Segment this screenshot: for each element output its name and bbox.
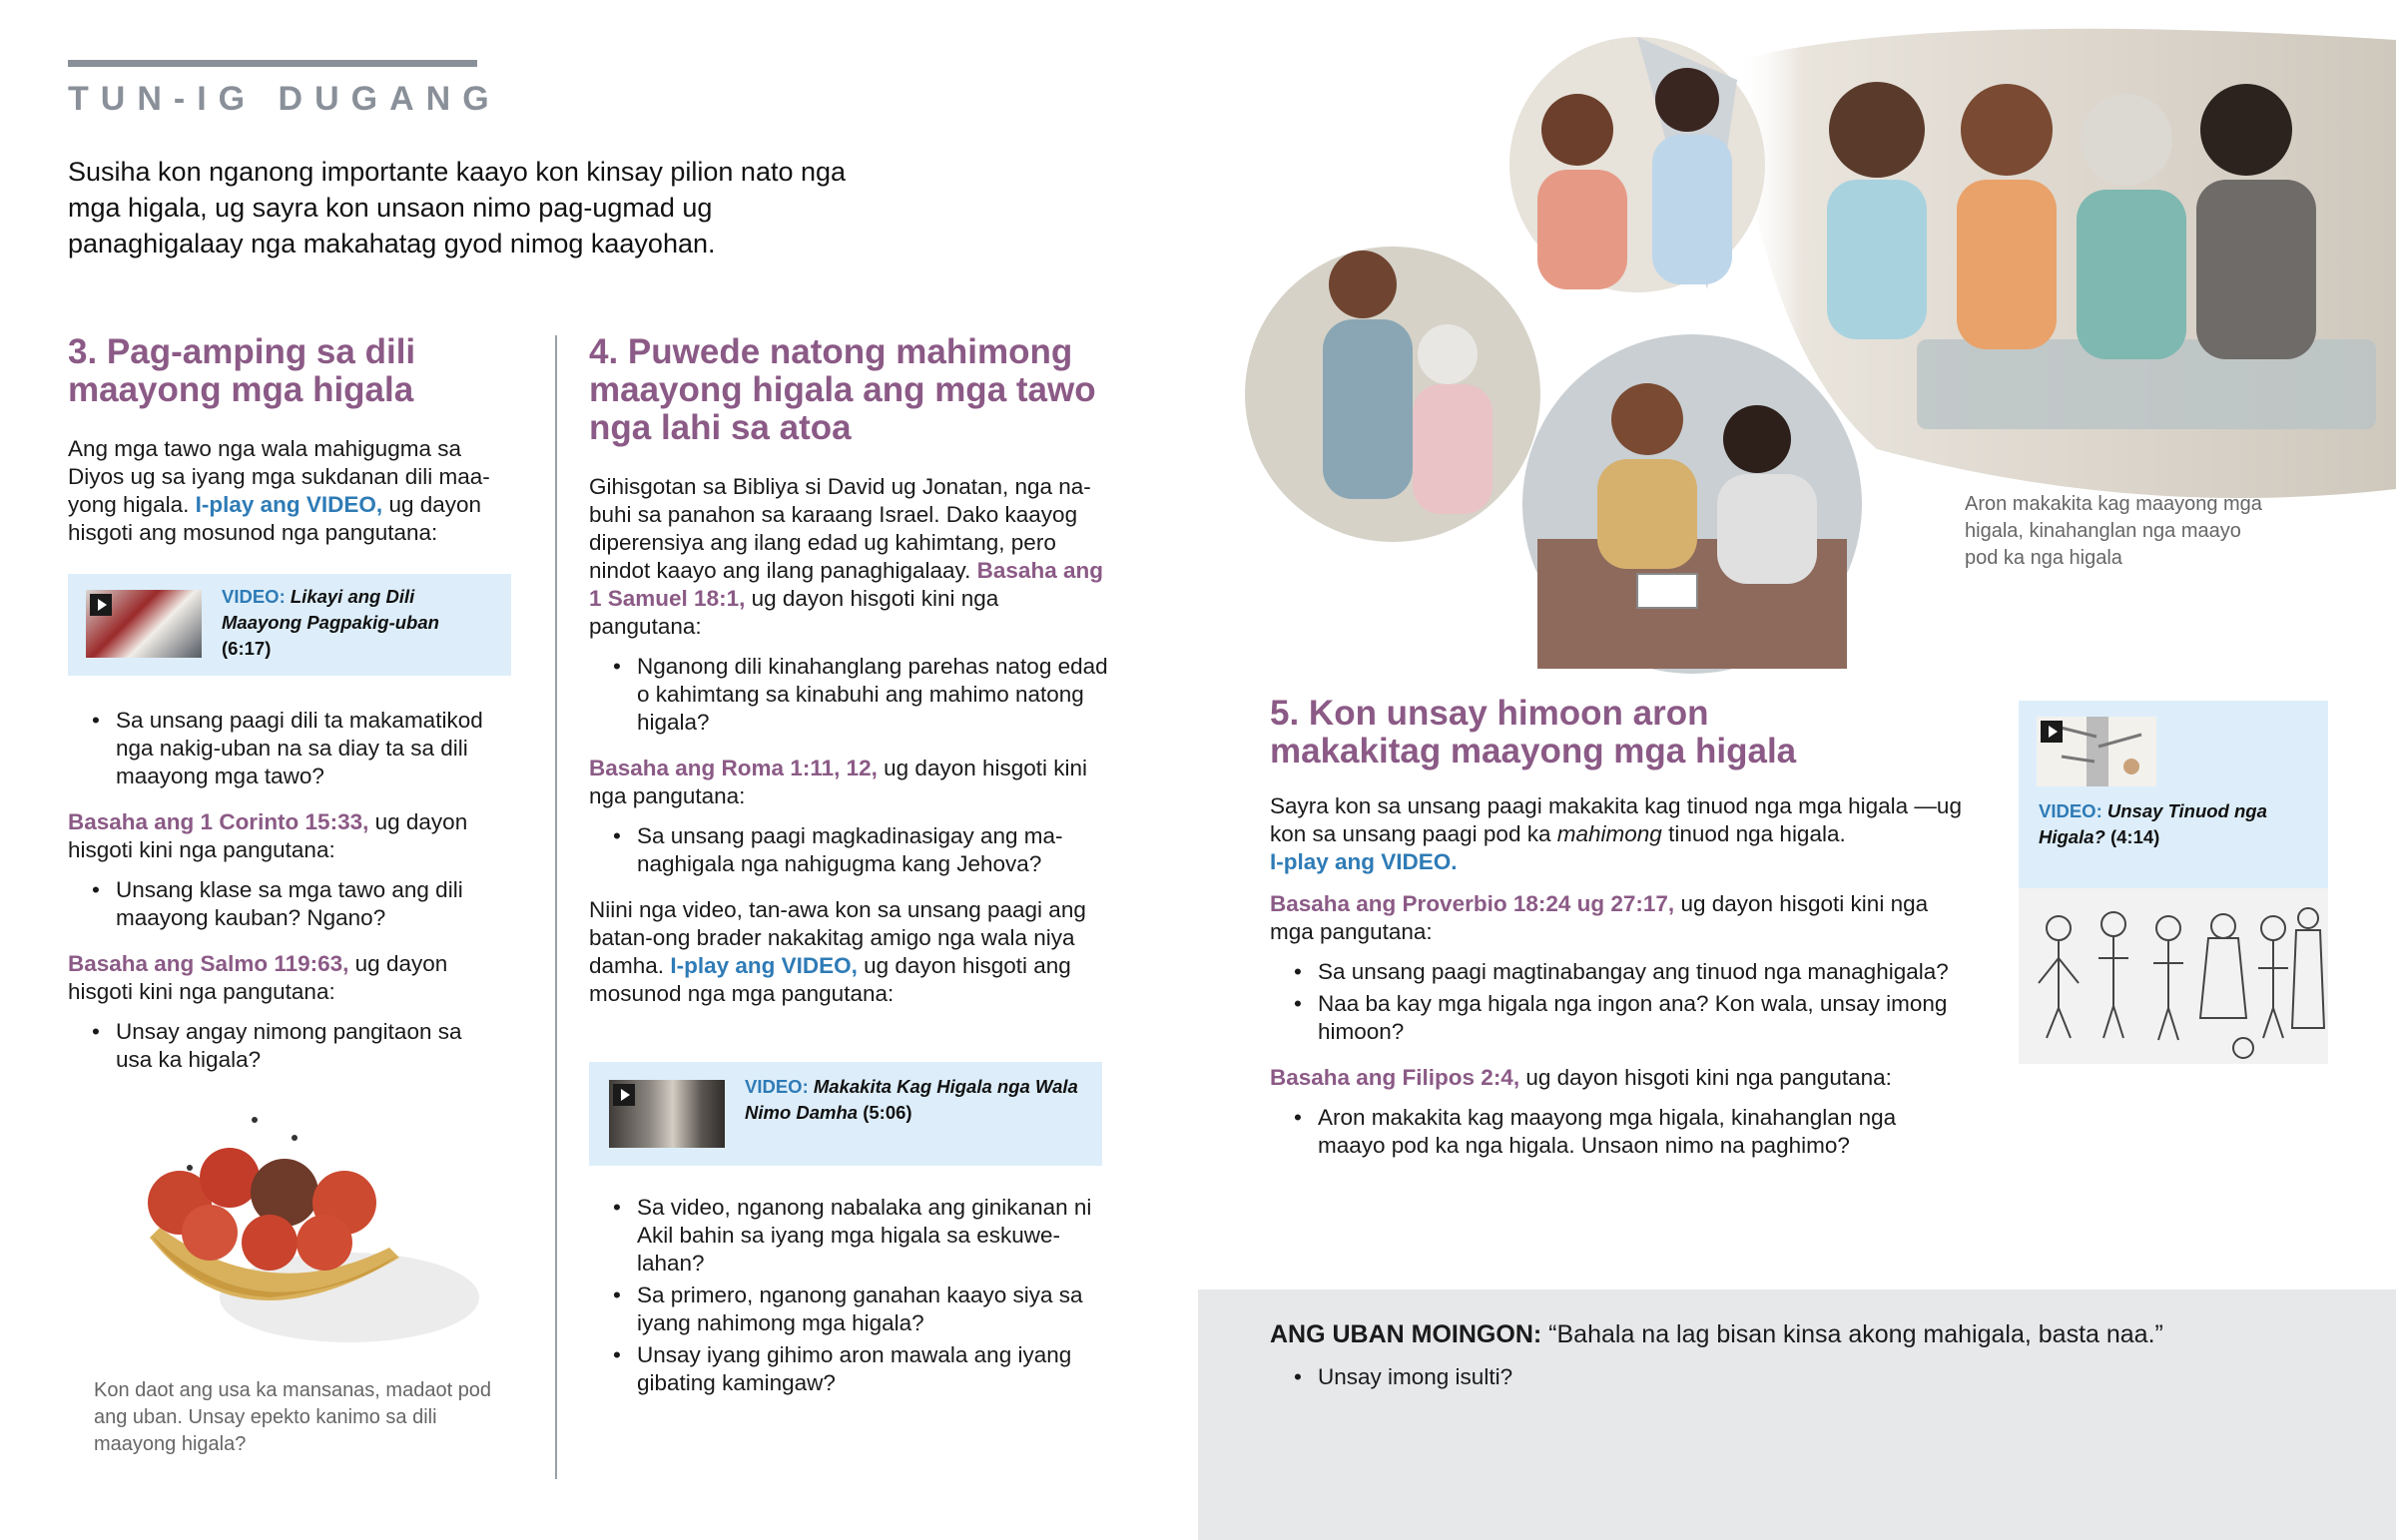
- section-3-text-tail: ug dayon hisgoti ang mosunod nga pangutana:: [68, 492, 482, 545]
- play-icon: [613, 1084, 635, 1106]
- question-bullet: • Unsay iyang gihimo aron mawala ang iyang gibating kamingaw?: [589, 1341, 1108, 1397]
- scripture-prompt-tail: ug dayon hisgoti kini nga pangutana:: [1525, 1065, 1892, 1090]
- section-3-paragraph: [68, 435, 507, 547]
- video-card-makakita[interactable]: [589, 1062, 1102, 1166]
- question-bullet: • Sa unsang paagi dili ta makamatikod nga nakig-uban na sa diay ta sa dili maayong mga tawo?: [68, 707, 507, 790]
- video-duration: (6:17): [222, 638, 272, 659]
- scripture-ref[interactable]: Basaha ang 1 Samuel 18:1,: [589, 558, 1103, 611]
- scripture-prompt: [589, 755, 1108, 810]
- question-bullet: • Unsay angay nimong pangitaon sa usa ka higala?: [68, 1018, 467, 1074]
- video-card-likayi[interactable]: [68, 574, 511, 676]
- video-thumbnail[interactable]: [86, 590, 202, 658]
- play-video-link[interactable]: I-play ang VIDEO,: [670, 953, 858, 978]
- scripture-prompt-tail: ug dayon hisgoti kini nga mga pangutana:: [1270, 891, 1929, 944]
- video-duration: (5:06): [863, 1102, 912, 1123]
- question-bullet: • Sa unsang paagi magkadinasigay ang ma-naghigala nga nahigugma kang Jehova?: [589, 822, 1108, 878]
- section-4-questions: [589, 1194, 1108, 1397]
- question-bullet: • Sa primero, nganong ganahan kaayo siya sa iyang nahimong mga higala?: [589, 1282, 1108, 1337]
- play-video-link[interactable]: I-play ang VIDEO.: [1270, 849, 1458, 874]
- others-say: [1270, 1315, 2368, 1353]
- section-3-heading: 3. Pag-amping sa dili maayong mga higala: [68, 332, 416, 409]
- section-4-text-2: Niini nga video, tan-awa kon sa unsang paagi ang batan-ong brader nakakitag amigo nga wala niya damha.: [589, 897, 1086, 978]
- scripture-ref[interactable]: Basaha ang Salmo 119:63,: [68, 951, 349, 976]
- scripture-prompt: [68, 950, 507, 1006]
- scripture-prompt-tail: ug dayon hisgoti kini nga pangutana:: [589, 586, 999, 639]
- video-title: Likayi ang Dili Maayong Pagpakig-uban: [222, 586, 439, 633]
- section-5-paragraph: [1270, 792, 1969, 876]
- video-thumbnail[interactable]: [2037, 717, 2156, 786]
- question-bullet: • Unsang klase sa mga tawo ang dili maayong kauban? Ngano?: [68, 876, 507, 932]
- question-bullet: • Nganong dili kinahanglang parehas natog edad o kahimtang sa kinabuhi ang mahimo natong higala?: [589, 653, 1108, 737]
- play-icon: [90, 594, 112, 616]
- video-card-tinuod[interactable]: [2019, 701, 2328, 888]
- question-bullet: • Naa ba kay mga higala nga ingon ana? Kon wala, unsay imong himoon?: [1270, 990, 1969, 1046]
- section-5-heading: 5. Kon unsay himoon aron makakitag maayong mga higala: [1270, 694, 1797, 770]
- scripture-ref[interactable]: Basaha ang 1 Corinto 15:33,: [68, 809, 369, 834]
- play-icon: [2041, 721, 2063, 743]
- question-bullet: • Aron makakita kag maayong mga higala, kinahanglan nga maayo pod ka nga higala. Unsaon nimo na paghimo?: [1270, 1104, 1969, 1160]
- section-4-paragraph: [589, 473, 1108, 641]
- question-bullet: • Sa video, nganong nabalaka ang ginikanan ni Akil bahin sa iyang mga higala sa eskuwe-lahan?: [589, 1194, 1108, 1278]
- video-label: VIDEO:: [745, 1076, 809, 1097]
- section-3-questions: [68, 707, 507, 1074]
- section-4-text: Gihisgotan sa Bibliya si David ug Jonatan, nga na-buhi sa panahon sa karaang Israel. Dako kaayog diperensiya ang ilang edad ug kahimtang, pero nindot kaayo ang ilang panaghigalaay.: [589, 474, 1091, 583]
- section-5: [1270, 695, 1969, 1160]
- scripture-prompt-tail: ug dayon hisgoti kini nga pangutana:: [589, 756, 1088, 808]
- section-5-text-b: tinuod nga higala.: [1668, 821, 1846, 846]
- scripture-prompt: [1270, 1064, 1969, 1092]
- question-bullet: • Sa unsang paagi magtinabangay ang tinuod nga managhigala?: [1270, 958, 1969, 986]
- video-duration: (4:14): [2109, 826, 2160, 847]
- photo-caption: Aron makakita kag maayong mga higala, kinahanglan nga maayo pod ka nga higala: [1965, 493, 2262, 569]
- friends-photo-collage: [1238, 20, 2396, 679]
- scripture-prompt: [1270, 890, 1969, 946]
- scripture-prompt: [68, 808, 507, 864]
- video-caption: [222, 584, 481, 662]
- people-sketch-illustration: [2019, 888, 2328, 1064]
- scripture-ref[interactable]: Basaha ang Filipos 2:4,: [1270, 1065, 1520, 1090]
- video-label: VIDEO:: [2039, 800, 2102, 821]
- others-say-label: ANG UBAN MOINGON:: [1270, 1320, 1542, 1348]
- header-rule: [68, 60, 477, 67]
- section-4-text-2-tail: ug dayon hisgoti ang mosunod nga mga pangutana:: [589, 953, 1071, 1006]
- section-4-heading: 4. Puwede natong mahimong maayong higala ang mga tawo nga lahi sa atoa: [589, 332, 1096, 447]
- column-divider: [555, 335, 557, 1479]
- scripture-ref[interactable]: Basaha ang Proverbio 18:24 ug 27:17,: [1270, 891, 1675, 916]
- scripture-prompt-tail: ug dayon hisgoti kini nga pangutana:: [68, 951, 448, 1004]
- video-title: Unsay Tinuod nga Higala?: [2039, 800, 2267, 847]
- video-caption: [745, 1074, 1084, 1126]
- others-say-quote: “Bahala na lag bisan kinsa akong mahigala, basta naa.”: [1548, 1320, 2163, 1348]
- video-thumbnail[interactable]: [609, 1080, 725, 1148]
- section-4-paragraph-2: [589, 896, 1108, 1008]
- intro-text: Susiha kon nganong importante kaayo kon kinsay pilion nato nga mga higala, ug sayra kon unsaon nimo pag-ugmad ug panaghigalaay nga makahatag gyod nimog kaayohan.: [68, 157, 847, 258]
- scripture-prompt-tail: ug dayon hisgoti kini nga pangutana:: [68, 809, 468, 862]
- others-say-question: • Unsay imong isulti?: [1270, 1363, 2069, 1391]
- section-3-text: Ang mga tawo nga wala mahigugma sa Diyos ug sa iyang mga sukdanan dili maa-yong higala.: [68, 436, 490, 517]
- scripture-ref[interactable]: Basaha ang Roma 1:11, 12,: [589, 756, 878, 780]
- section-4: [589, 333, 1108, 1008]
- play-video-link[interactable]: I-play ang VIDEO,: [195, 492, 383, 517]
- apple-bowl-illustration: [120, 1108, 489, 1357]
- section-kicker: TUN-IG DUGANG: [68, 80, 501, 118]
- section-5-emphasis: mahimong: [1556, 821, 1662, 846]
- section-5-text: Sayra kon sa unsang paagi makakita kag tinuod nga mga higala —ug kon sa unsang paagi pod ka: [1270, 793, 1962, 846]
- section-3: [68, 333, 507, 547]
- video-title: Makakita Kag Higala nga Wala Nimo Damha: [745, 1076, 1078, 1123]
- video-caption: [2039, 798, 2298, 850]
- video-label: VIDEO:: [222, 586, 286, 607]
- apple-caption: Kon daot ang usa ka mansanas, madaot pod ang uban. Unsay epekto kanimo sa dili maayong higala?: [94, 1379, 492, 1455]
